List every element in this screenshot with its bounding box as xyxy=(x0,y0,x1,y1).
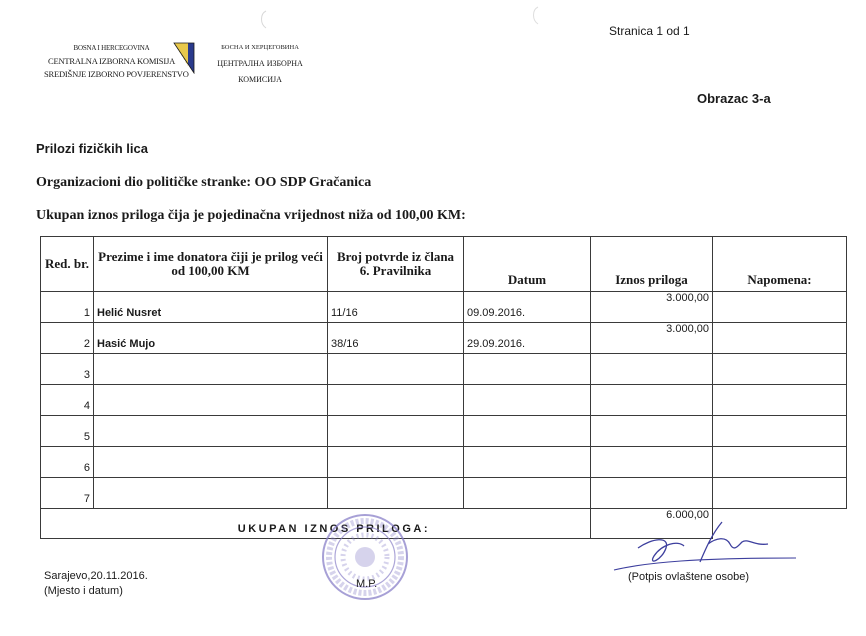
table-row xyxy=(41,323,847,354)
cell-member-no: 11/16 xyxy=(328,292,464,323)
table-row xyxy=(41,416,847,447)
scan-mark xyxy=(256,10,272,30)
cell-member-no xyxy=(328,354,464,385)
cell-no: 2 xyxy=(41,323,94,354)
col-header-amount: Iznos priloga xyxy=(591,237,713,292)
cell-donor xyxy=(94,447,328,478)
cell-no: 6 xyxy=(41,447,94,478)
col-header-member-no: Broj potvrde iz člana 6. Pravilnika xyxy=(328,237,464,292)
cell-date xyxy=(464,354,591,385)
cell-date xyxy=(464,385,591,416)
cell-date: 09.09.2016. xyxy=(464,292,591,323)
table-row xyxy=(41,385,847,416)
cell-no: 1 xyxy=(41,292,94,323)
seal-label: M.P. xyxy=(356,578,378,590)
cell-note xyxy=(713,354,847,385)
cell-no: 3 xyxy=(41,354,94,385)
cell-amount: 3.000,00 xyxy=(591,292,713,323)
cell-donor xyxy=(94,416,328,447)
place-date: Sarajevo,20.11.2016. xyxy=(44,570,148,582)
cell-date xyxy=(464,447,591,478)
cell-date xyxy=(464,416,591,447)
cell-note xyxy=(713,447,847,478)
logo-cyrillic xyxy=(196,40,324,88)
cell-donor xyxy=(94,385,328,416)
cell-member-no xyxy=(328,478,464,509)
logo-latin-line: CENTRALNA IZBORNA KOMISIJA xyxy=(47,56,176,66)
logo-latin-line: BOSNA I HERCEGOVINA xyxy=(73,44,150,52)
cell-note xyxy=(713,416,847,447)
scan-mark xyxy=(528,6,544,26)
logo-latin-line: SREDIŠNJE IZBORNO POVJERENSTVO xyxy=(44,69,189,79)
cell-date: 29.09.2016. xyxy=(464,323,591,354)
cell-member-no xyxy=(328,447,464,478)
col-header-no: Red. br. xyxy=(41,237,94,292)
page-title: Prilozi fizičkih lica xyxy=(36,141,148,156)
donations-table xyxy=(40,236,847,539)
cell-amount xyxy=(591,385,713,416)
form-code: Obrazac 3-a xyxy=(697,91,771,106)
cell-no: 4 xyxy=(41,385,94,416)
total-label: UKUPAN IZNOS PRILOGA: xyxy=(41,509,591,539)
cell-amount xyxy=(591,416,713,447)
total-amount: 6.000,00 xyxy=(591,509,713,539)
coat-of-arms-icon xyxy=(173,42,195,74)
cell-donor: Hasić Mujo xyxy=(94,323,328,354)
table-row xyxy=(41,292,847,323)
cell-amount: 3.000,00 xyxy=(591,323,713,354)
cell-amount xyxy=(591,447,713,478)
cell-donor xyxy=(94,478,328,509)
cell-amount xyxy=(591,354,713,385)
organization-line: Organizacioni dio političke stranke: OO SDP Gračanica xyxy=(36,175,372,190)
logo-latin xyxy=(44,42,189,81)
signature-icon xyxy=(608,518,804,576)
cell-no: 5 xyxy=(41,416,94,447)
page-indicator: Stranica 1 od 1 xyxy=(609,24,690,38)
table-header-row xyxy=(41,237,847,292)
col-header-date: Datum xyxy=(464,237,591,292)
cell-member-no xyxy=(328,416,464,447)
col-header-note: Napomena: xyxy=(713,237,847,292)
col-header-donor: Prezime i ime donatora čiji je prilog veći od 100,00 KM xyxy=(94,237,328,292)
cell-member-no xyxy=(328,385,464,416)
cell-note xyxy=(713,385,847,416)
cell-note xyxy=(713,292,847,323)
cell-amount xyxy=(591,478,713,509)
logo-cyrillic-line: ЦЕНТРАЛНА ИЗБОРНА КОМИСИЈА xyxy=(217,59,303,84)
table-row xyxy=(41,478,847,509)
place-date-caption: (Mjesto i datum) xyxy=(44,585,123,597)
signature-caption: (Potpis ovlaštene osobe) xyxy=(628,571,750,583)
cell-member-no: 38/16 xyxy=(328,323,464,354)
cell-date xyxy=(464,478,591,509)
cell-note xyxy=(713,478,847,509)
logo-cyrillic-line: БОСНА И ХЕРЦЕГОВИНА xyxy=(221,44,299,51)
table-row xyxy=(41,447,847,478)
small-donations-line: Ukupan iznos priloga čija je pojedinačna vrijednost niža od 100,00 KM: xyxy=(36,208,466,223)
cell-donor: Helić Nusret xyxy=(94,292,328,323)
table-row xyxy=(41,354,847,385)
cell-note xyxy=(713,323,847,354)
cell-no: 7 xyxy=(41,478,94,509)
cell-donor xyxy=(94,354,328,385)
place-date-block xyxy=(44,569,148,599)
